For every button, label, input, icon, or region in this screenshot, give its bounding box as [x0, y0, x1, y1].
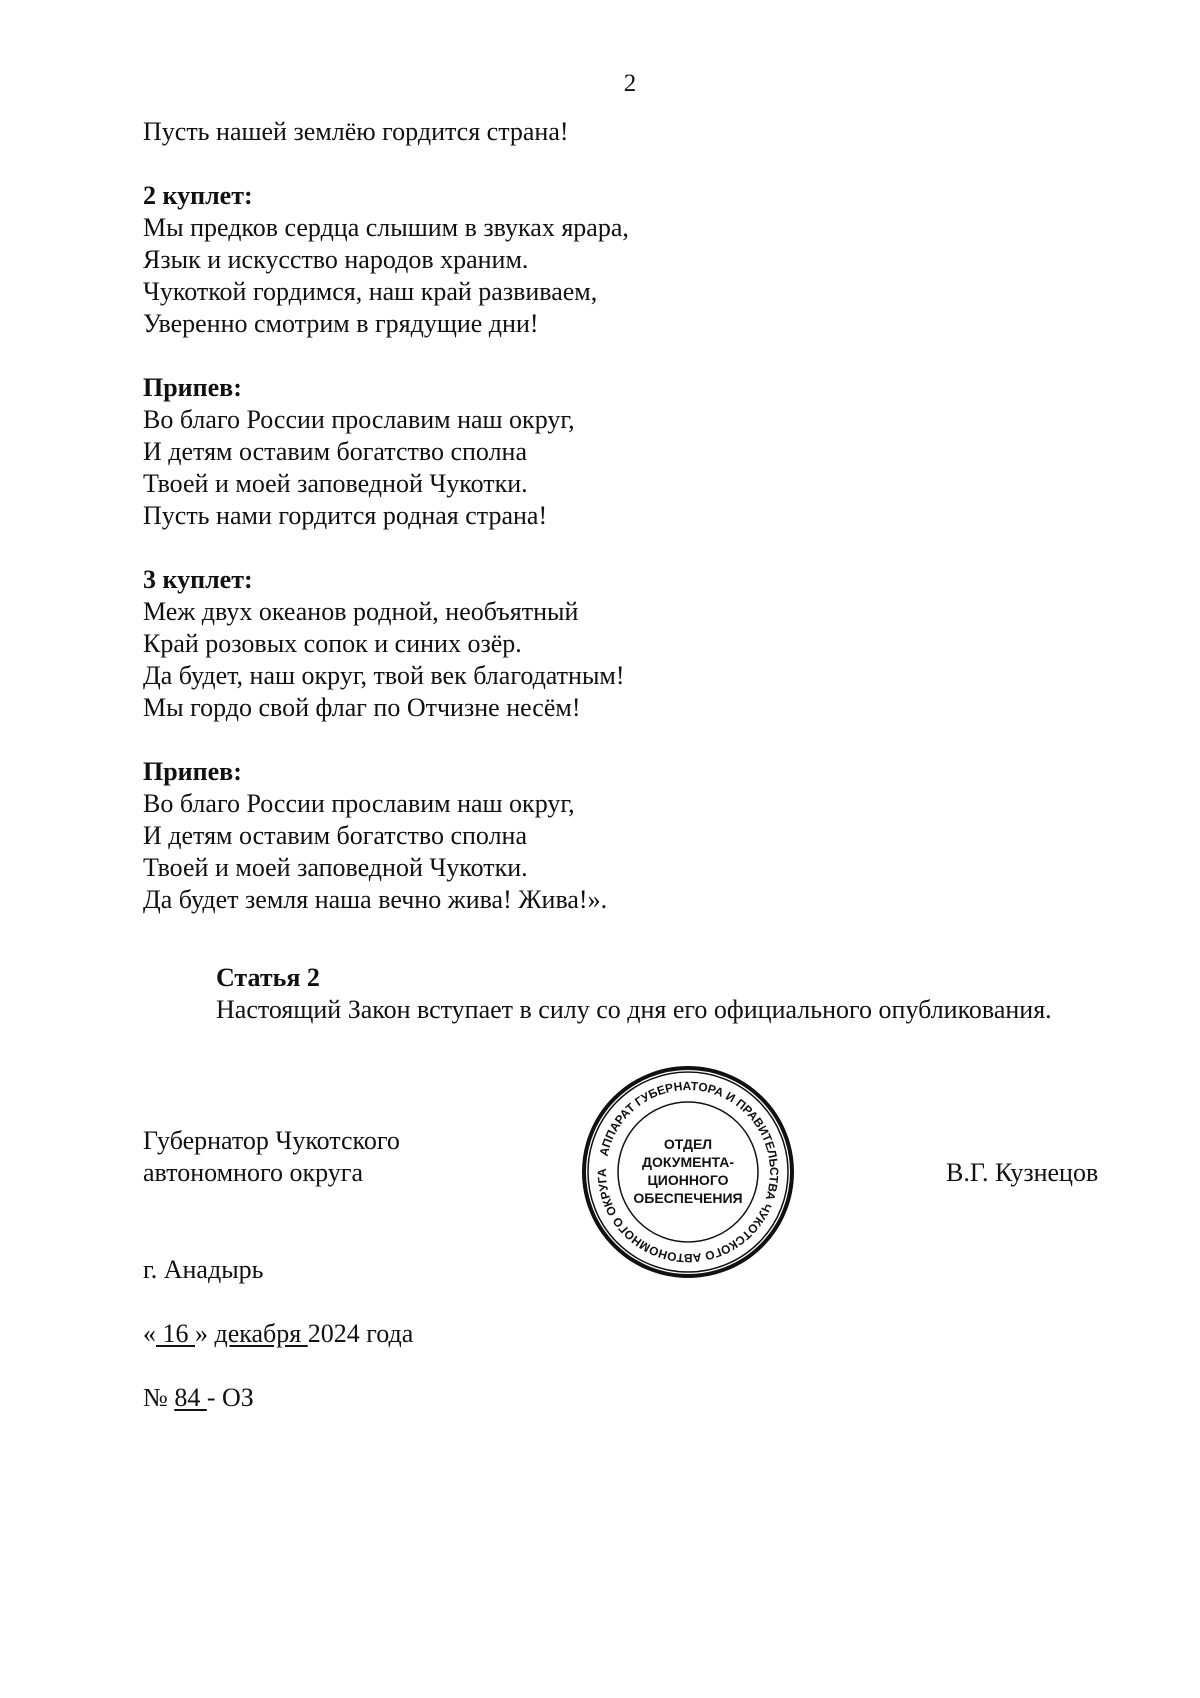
date-close-quote: » — [195, 1319, 208, 1348]
stanza-line: Да будет земля наша вечно жива! Жива!». — [143, 885, 608, 914]
signatory-position — [143, 1125, 400, 1189]
stanza-line: Во благо России прославим наш округ, — [143, 405, 575, 434]
date-open-quote: « — [143, 1319, 156, 1348]
stanza-title: 2 куплет: — [143, 181, 253, 210]
date-year: 2024 года — [307, 1319, 414, 1348]
stamp-center-line: ОТДЕЛ — [663, 1136, 713, 1152]
stanza-gap — [143, 532, 1123, 564]
law-number-suffix: - ОЗ — [206, 1383, 254, 1412]
stamp-center-line: ДОКУМЕНТА- — [641, 1154, 735, 1170]
page-number: 2 — [623, 70, 637, 97]
stanza-line: Во благо России прославим наш округ, — [143, 789, 575, 818]
stanza-gap — [143, 148, 1123, 180]
stanza-gap — [143, 724, 1123, 756]
stamp-center-line: ОБЕСПЕЧЕНИЯ — [633, 1190, 743, 1206]
article-text: Настоящий Закон вступает в силу со дня его официального опубликования. — [216, 995, 1052, 1024]
article-2 — [216, 962, 1052, 1026]
stamp-center-line: ЦИОННОГО — [647, 1172, 729, 1188]
stanza-verse-2 — [143, 180, 1123, 340]
stanza-line: Чукоткой гордимся, наш край развиваем, — [143, 277, 598, 306]
law-number-value: 84 — [174, 1383, 207, 1412]
stanza-title: 3 куплет: — [143, 565, 253, 594]
anthem-text — [143, 116, 1123, 916]
law-number-prefix: № — [143, 1383, 168, 1412]
law-number — [143, 1382, 254, 1414]
stanza-line: Да будет, наш округ, твой век благодатным! — [143, 661, 625, 690]
stanza-line: И детям оставим богатство сполна — [143, 821, 528, 850]
date-day: 16 — [156, 1319, 195, 1348]
stanza-gap — [143, 340, 1123, 372]
stamp-ring-text: АППАРАТ ГУБЕРНАТОРА И ПРАВИТЕЛЬСТВА ЧУКОТСКОГО АВТОНОМНОГО ОКРУГА — [594, 1078, 782, 1266]
stanza-line: Мы предков сердца слышим в звуках ярара, — [143, 213, 629, 242]
signatory-position-line: автономного округа — [143, 1158, 363, 1187]
stanza-line: Твоей и моей заповедной Чукотки. — [143, 853, 528, 882]
stanza-chorus-2 — [143, 756, 1123, 916]
stanza-line: Меж двух океанов родной, необъятный — [143, 597, 579, 626]
stanza-line: Мы гордо свой флаг по Отчизне несём! — [143, 693, 581, 722]
signatory-position-line: Губернатор Чукотского — [143, 1126, 400, 1155]
stanza-line: Уверенно смотрим в грядущие дни! — [143, 309, 539, 338]
stanza-verse-3 — [143, 564, 1123, 724]
stanza-line: Твоей и моей заповедной Чукотки. — [143, 469, 528, 498]
stanza-title: Припев: — [143, 373, 242, 402]
stanza-title: Припев: — [143, 757, 242, 786]
place-of-signing: г. Анадырь — [143, 1255, 264, 1284]
stanza-line: И детям оставим богатство сполна — [143, 437, 528, 466]
article-title: Статья 2 — [216, 963, 320, 992]
date-month: декабря — [214, 1319, 308, 1348]
signatory-name: В.Г. Кузнецов — [946, 1158, 1099, 1187]
stanza-chorus-1 — [143, 372, 1123, 532]
stanza-line: Язык и искусство народов храним. — [143, 245, 529, 274]
signing-date — [143, 1318, 413, 1350]
stanza-line: Пусть нами гордится родная страна! — [143, 501, 548, 530]
opening-line: Пусть нашей землёю гордится страна! — [143, 117, 569, 146]
stanza-line: Край розовых сопок и синих озёр. — [143, 629, 522, 658]
official-stamp — [578, 1062, 798, 1282]
